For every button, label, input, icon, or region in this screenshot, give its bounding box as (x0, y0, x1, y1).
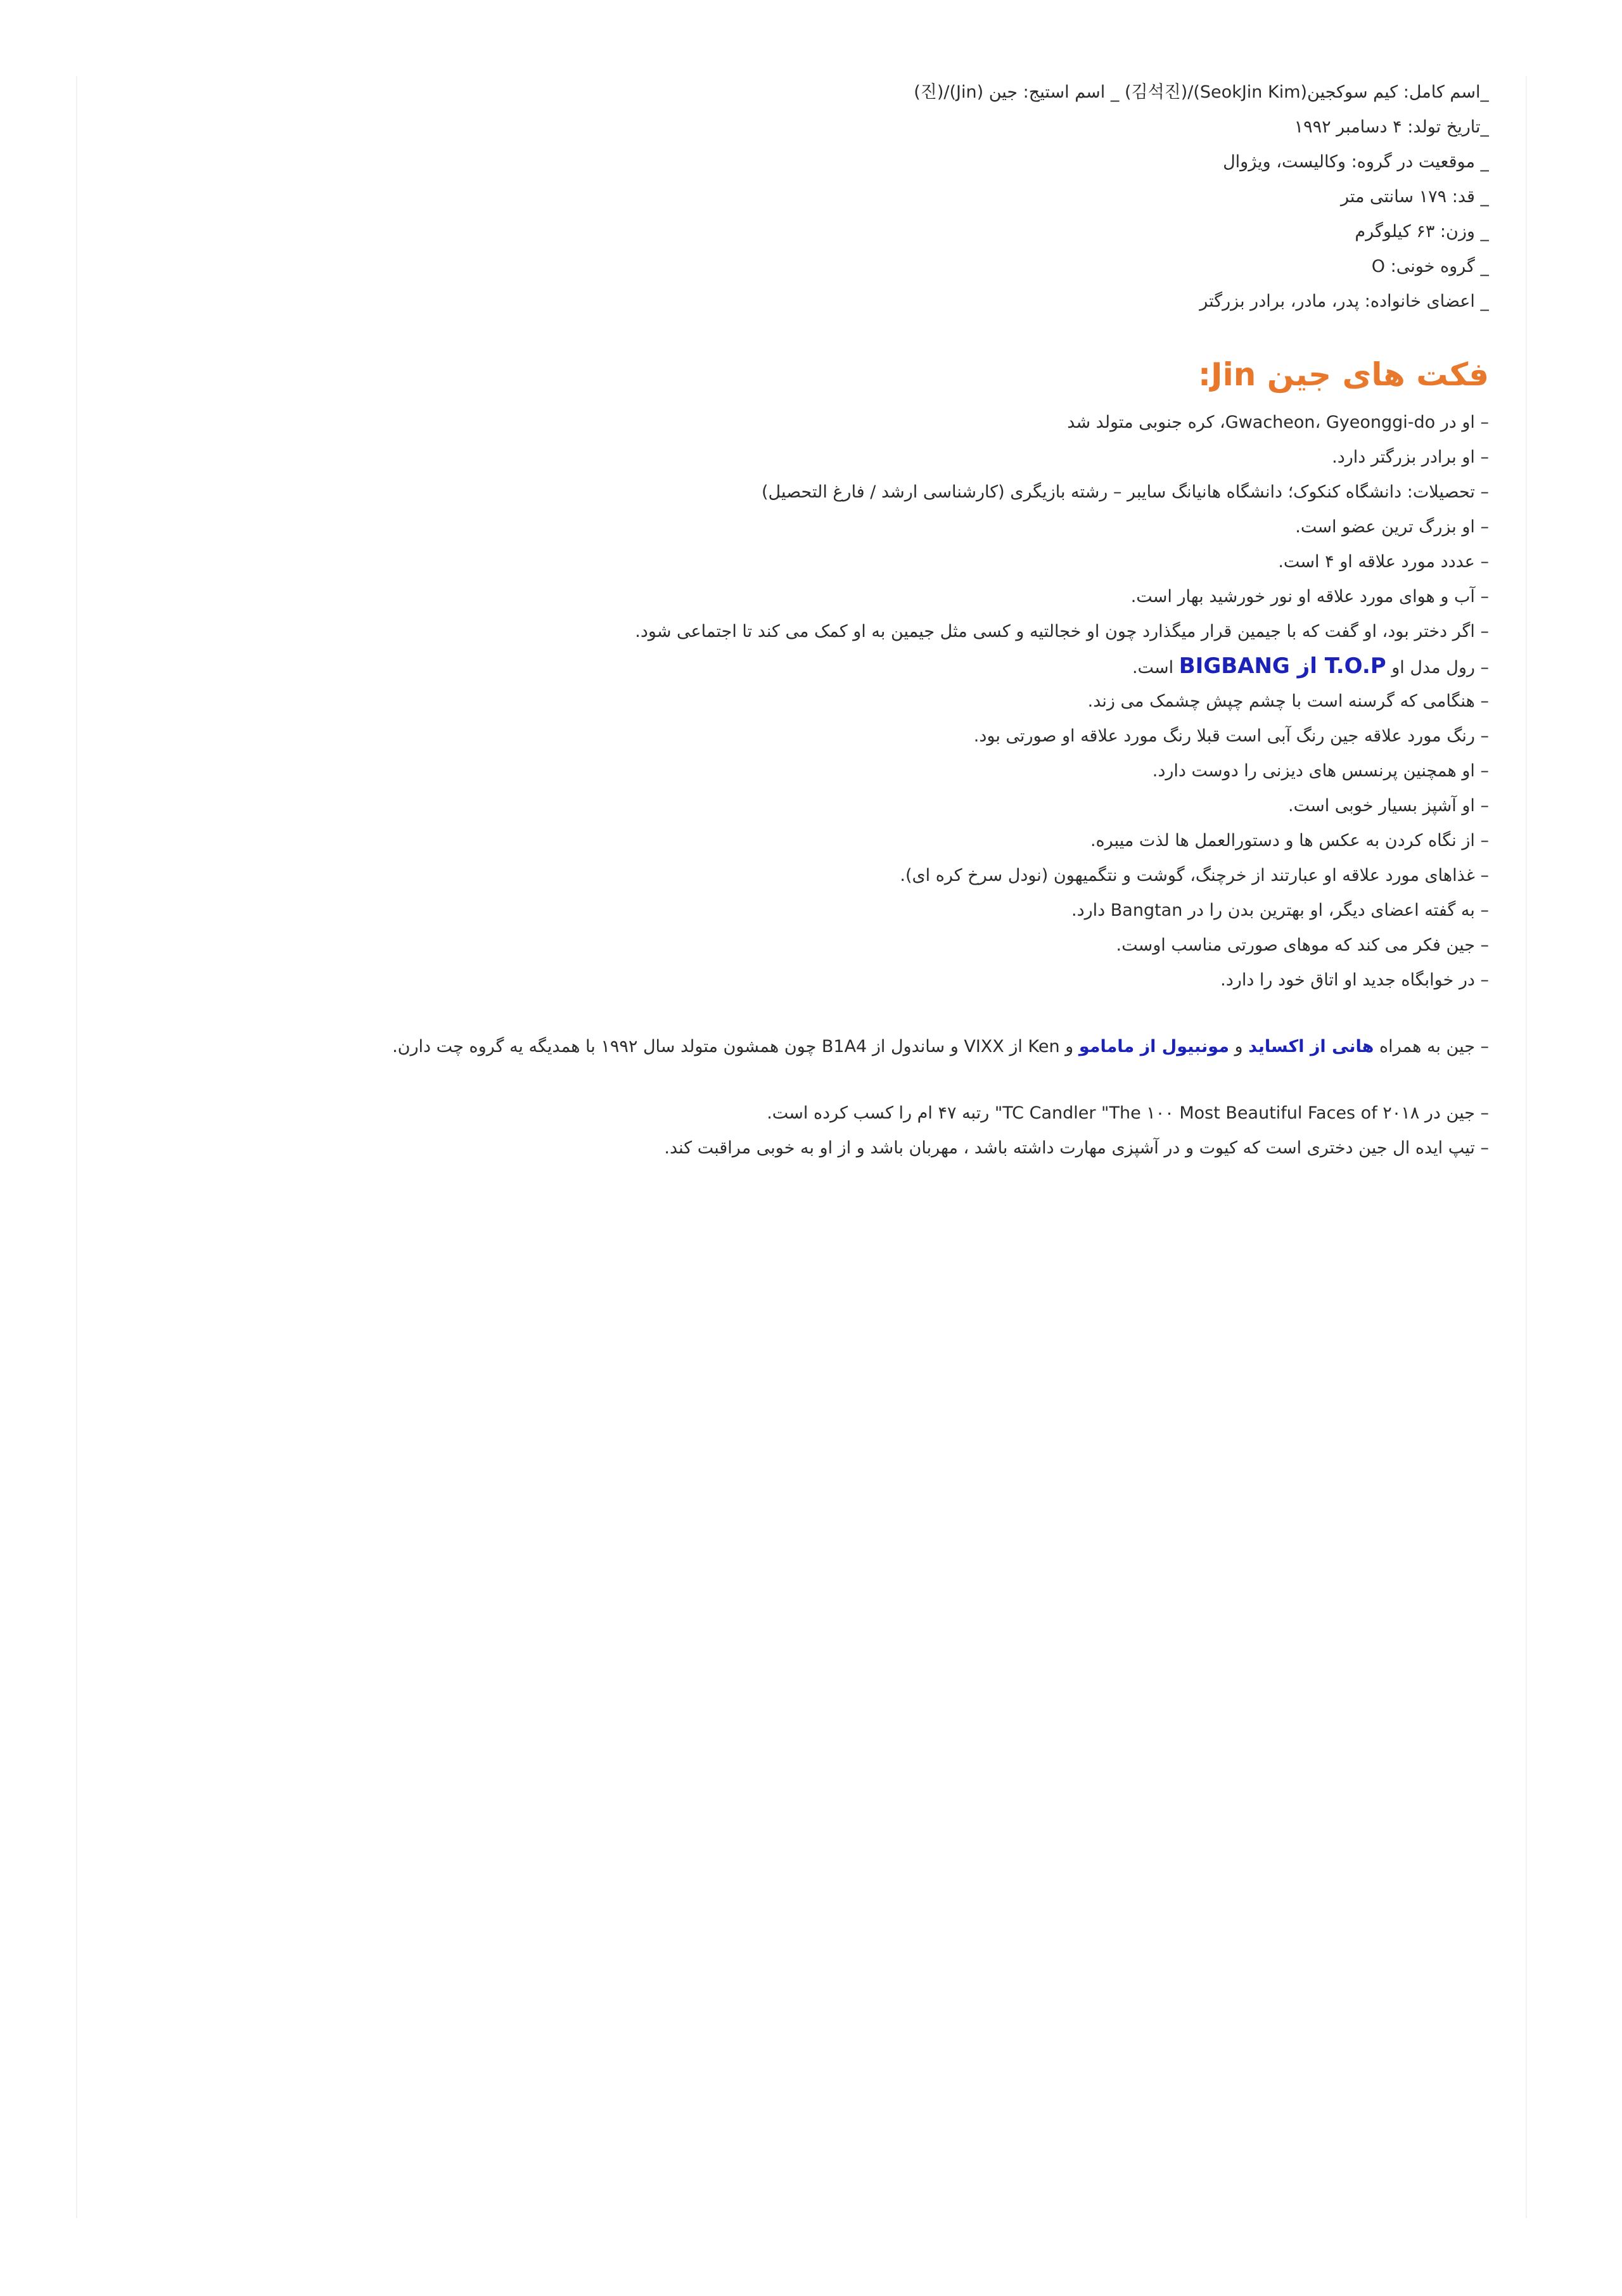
profile-full-name: _اسم کامل: کیم سوکجین(SeokJin Kim)/(김석진) _ اسم استیج: جین (Jin)/(진) (914, 82, 1489, 102)
friends-text-1: – جین به همراه (1374, 1037, 1489, 1056)
article-content (253, 75, 1489, 1165)
fact-item: – غذاهای مورد علاقه او عبارتند از خرچنگ، گوشت و نتگمیهون (نودل سرخ کره ای). (900, 866, 1489, 885)
fact-item: – او در Gwacheon، Gyeonggi-do، کره جنوبی متولد شد (1067, 413, 1489, 432)
profile-weight: _ وزن: ۶۳ کیلوگرم (1355, 222, 1489, 241)
profile-height: _ قد: ۱۷۹ سانتی متر (1340, 187, 1489, 207)
profile-birth-date: _تاریخ تولد: ۴ دسامبر ۱۹۹۲ (1294, 117, 1489, 137)
fact-role-model (253, 649, 1489, 684)
facts-list (253, 405, 1489, 1165)
fact-item: – در خوابگاه جدید او اتاق خود را دارد. (1220, 970, 1489, 990)
fact-item: – او بزرگ ترین عضو است. (1295, 517, 1489, 537)
profile-list (253, 75, 1489, 319)
fact-item: – رنگ مورد علاقه جین رنگ آبی است قبلا رنگ مورد علاقه او صورتی بود. (973, 726, 1489, 746)
fact-item: – جین فکر می کند که موهای صورتی مناسب اوست. (1116, 935, 1489, 955)
spacer (253, 997, 1489, 1029)
fact-item: – از نگاه کردن به عکس ها و دستورالعمل ها لذت میبره. (1090, 831, 1489, 850)
fact-item: – او برادر بزرگتر دارد. (1332, 447, 1489, 467)
fact-item: – عددد مورد علاقه او ۴ است. (1278, 552, 1489, 572)
fact-item: – او همچنین پرنسس های دیزنی را دوست دارد. (1152, 761, 1489, 781)
role-model-highlight: T.O.P از BIGBANG (1178, 653, 1386, 679)
fact-item: – تیپ ایده ال جین دختری است که کیوت و در آشپزی مهارت داشته باشد ، مهربان باشد و از او به خوبی مراقبت کند. (664, 1138, 1489, 1158)
friends-text-2: و (1229, 1037, 1249, 1056)
profile-blood-type: _ گروه خونی: O (1371, 257, 1489, 276)
friend-link-hani[interactable]: هانی از اکساید (1248, 1037, 1374, 1056)
role-model-suffix: است. (1132, 658, 1179, 677)
spacer (253, 1064, 1489, 1096)
fact-item: – اگر دختر بود، او گفت که با جیمین قرار میگذارد چون او خجالتیه و کسی مثل جیمین به او کمک می کند تا اجتماعی شود. (635, 622, 1489, 641)
fact-item: – او آشپز بسیار خوبی است. (1287, 796, 1489, 816)
fact-item: – جین در TC Candler "The ۱۰۰ Most Beautiful Faces of ۲۰۱۸" رتبه ۴۷ ام را کسب کرده است. (767, 1103, 1489, 1123)
fact-item: – هنگامی که گرسنه است با چشم چپش چشمک می زند. (1087, 691, 1489, 711)
friends-text-3: و Ken از VIXX و ساندول از B1A4 چون همشون متولد سال ۱۹۹۲ با همدیگه یه گروه چت دارن. (392, 1037, 1079, 1056)
friend-link-moonbyul[interactable]: مونبیول از مامامو (1078, 1037, 1229, 1056)
fact-friends (253, 1029, 1489, 1064)
facts-heading: فکت های جین Jin: (1197, 356, 1489, 393)
role-model-prefix: – رول مدل او (1386, 658, 1489, 677)
profile-family: _ اعضای خانواده: پدر، مادر، برادر بزرگتر (1199, 292, 1489, 311)
profile-position: _ موقعیت در گروه: وکالیست، ویژوال (1223, 152, 1489, 172)
fact-item: – به گفته اعضای دیگر، او بهترین بدن را در Bangtan دارد. (1071, 901, 1489, 920)
fact-item: – آب و هوای مورد علاقه او نور خورشید بهار است. (1130, 587, 1489, 606)
fact-item: – تحصیلات: دانشگاه کنکوک؛ دانشگاه هانیانگ سایبر – رشته بازیگری (کارشناسی ارشد / فارغ التحصیل) (761, 482, 1489, 502)
